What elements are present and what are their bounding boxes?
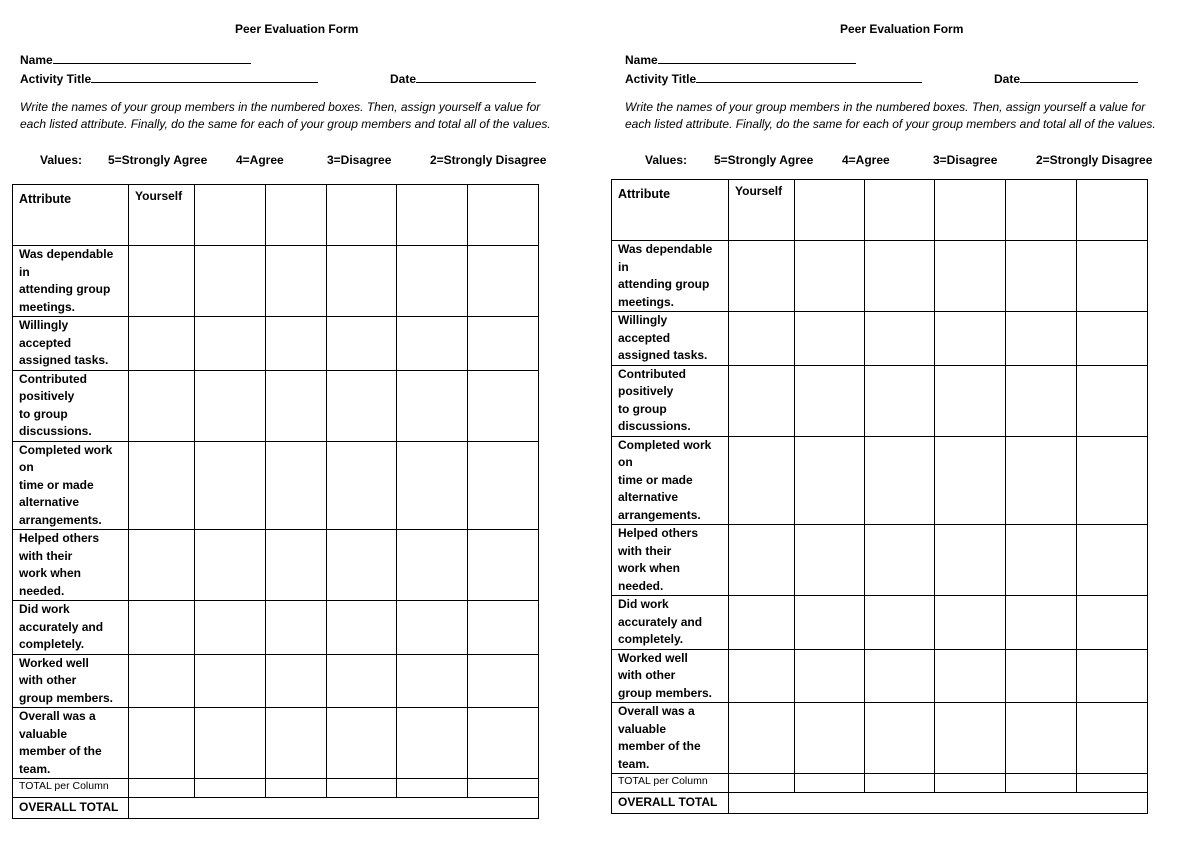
score-cell[interactable] xyxy=(468,530,539,601)
score-cell[interactable] xyxy=(865,649,935,703)
table-row xyxy=(612,436,1148,525)
evaluation-table xyxy=(12,184,539,819)
date-blank[interactable] xyxy=(416,70,536,83)
scale-agree: 4=Agree xyxy=(236,153,284,167)
table-row xyxy=(612,649,1148,703)
score-cell[interactable] xyxy=(266,441,327,530)
member-name-box[interactable] xyxy=(865,180,935,241)
score-cell[interactable] xyxy=(397,370,468,441)
score-cell[interactable] xyxy=(795,596,865,650)
score-cell[interactable] xyxy=(1077,596,1148,650)
instructions-text: Write the names of your group members in the numbered boxes. Then, assign yourself a value for each listed attribute. Finally, do the same for each of your group members and total all of the values. xyxy=(20,100,551,131)
attribute-worked-well: Worked well with other group members. xyxy=(612,649,729,703)
score-cell[interactable] xyxy=(935,365,1006,436)
score-cell[interactable] xyxy=(327,601,397,655)
table-row xyxy=(612,241,1148,312)
total-cell[interactable] xyxy=(195,779,266,798)
total-cell[interactable] xyxy=(397,779,468,798)
total-cell[interactable] xyxy=(468,779,539,798)
score-cell[interactable] xyxy=(795,241,865,312)
table-row xyxy=(612,312,1148,366)
score-cell[interactable] xyxy=(729,649,795,703)
table-row xyxy=(13,317,539,371)
name-label: Name xyxy=(20,53,53,67)
activity-title-field[interactable] xyxy=(20,70,318,86)
table-row xyxy=(13,654,539,708)
name-field[interactable] xyxy=(625,51,856,67)
table-header-row xyxy=(612,180,1148,241)
table-row xyxy=(13,370,539,441)
attribute-header: Attribute xyxy=(13,185,129,246)
score-cell[interactable] xyxy=(397,317,468,371)
score-cell[interactable] xyxy=(195,654,266,708)
score-cell[interactable] xyxy=(1006,596,1077,650)
member-name-box[interactable] xyxy=(327,185,397,246)
score-cell[interactable] xyxy=(266,708,327,779)
yourself-header: Yourself xyxy=(729,180,795,241)
score-cell[interactable] xyxy=(397,246,468,317)
score-cell[interactable] xyxy=(1077,649,1148,703)
score-cell[interactable] xyxy=(266,370,327,441)
score-cell[interactable] xyxy=(1077,241,1148,312)
score-cell[interactable] xyxy=(865,241,935,312)
attribute-helped-others: Helped others with their work when needed. xyxy=(612,525,729,596)
score-cell[interactable] xyxy=(195,601,266,655)
score-cell[interactable] xyxy=(1006,436,1077,525)
attribute-header: Attribute xyxy=(612,180,729,241)
score-cell[interactable] xyxy=(1077,525,1148,596)
score-cell[interactable] xyxy=(266,601,327,655)
member-name-box[interactable] xyxy=(468,185,539,246)
score-cell[interactable] xyxy=(865,365,935,436)
score-cell[interactable] xyxy=(1077,365,1148,436)
score-cell[interactable] xyxy=(195,708,266,779)
total-cell[interactable] xyxy=(129,779,195,798)
values-label: Values: xyxy=(40,153,83,167)
scale-strongly-agree: 5=Strongly Agree xyxy=(108,153,208,167)
attribute-valuable-member: Overall was a valuable member of the team. xyxy=(13,708,129,779)
name-label: Name xyxy=(625,53,658,67)
table-row xyxy=(13,530,539,601)
score-cell[interactable] xyxy=(468,246,539,317)
score-cell[interactable] xyxy=(129,654,195,708)
table-row xyxy=(13,708,539,779)
score-cell[interactable] xyxy=(468,370,539,441)
total-per-column-label: TOTAL per Column xyxy=(13,779,129,798)
member-name-box[interactable] xyxy=(266,185,327,246)
date-label: Date xyxy=(390,72,417,86)
total-cell[interactable] xyxy=(1006,774,1077,793)
score-cell[interactable] xyxy=(468,601,539,655)
scale-strongly-disagree: 2=Strongly Disagree xyxy=(1036,153,1153,167)
score-cell[interactable] xyxy=(468,708,539,779)
score-cell[interactable] xyxy=(795,649,865,703)
score-cell[interactable] xyxy=(327,530,397,601)
table-row xyxy=(612,365,1148,436)
score-cell[interactable] xyxy=(865,703,935,774)
attribute-accurate-work: Did work accurately and completely. xyxy=(612,596,729,650)
score-cell[interactable] xyxy=(129,246,195,317)
activity-title-blank[interactable] xyxy=(91,70,318,83)
total-cell[interactable] xyxy=(935,774,1006,793)
score-cell[interactable] xyxy=(1077,436,1148,525)
score-cell[interactable] xyxy=(266,654,327,708)
attribute-dependable: Was dependable in attending group meetings. xyxy=(13,246,129,317)
score-cell[interactable] xyxy=(327,708,397,779)
attribute-helped-others: Helped others with their work when needed. xyxy=(13,530,129,601)
table-row xyxy=(13,441,539,530)
activity-title-label: Activity Title xyxy=(20,72,92,86)
attribute-accurate-work: Did work accurately and completely. xyxy=(13,601,129,655)
total-per-column-row xyxy=(612,774,1148,793)
score-cell[interactable] xyxy=(1006,649,1077,703)
scale-agree: 4=Agree xyxy=(842,153,890,167)
total-cell[interactable] xyxy=(795,774,865,793)
score-cell[interactable] xyxy=(397,441,468,530)
score-cell[interactable] xyxy=(397,654,468,708)
total-per-column-row xyxy=(13,779,539,798)
score-cell[interactable] xyxy=(1006,241,1077,312)
score-cell[interactable] xyxy=(195,530,266,601)
score-cell[interactable] xyxy=(729,596,795,650)
member-name-box[interactable] xyxy=(195,185,266,246)
score-cell[interactable] xyxy=(129,370,195,441)
score-cell[interactable] xyxy=(865,436,935,525)
member-name-box[interactable] xyxy=(397,185,468,246)
score-cell[interactable] xyxy=(327,246,397,317)
scale-strongly-disagree: 2=Strongly Disagree xyxy=(430,153,547,167)
score-cell[interactable] xyxy=(1006,703,1077,774)
score-cell[interactable] xyxy=(935,241,1006,312)
score-cell[interactable] xyxy=(795,365,865,436)
total-cell[interactable] xyxy=(1077,774,1148,793)
score-cell[interactable] xyxy=(865,525,935,596)
scale-disagree: 3=Disagree xyxy=(933,153,998,167)
date-field[interactable] xyxy=(390,70,536,86)
overall-total-cell[interactable] xyxy=(129,798,539,819)
total-cell[interactable] xyxy=(266,779,327,798)
score-cell[interactable] xyxy=(795,312,865,366)
name-blank[interactable] xyxy=(658,51,856,64)
attribute-contributed: Contributed positively to group discussions. xyxy=(612,365,729,436)
score-cell[interactable] xyxy=(129,317,195,371)
date-field[interactable] xyxy=(994,70,1138,86)
overall-total-row xyxy=(13,798,539,819)
member-name-box[interactable] xyxy=(795,180,865,241)
score-cell[interactable] xyxy=(266,317,327,371)
attribute-accepted-tasks: Willingly accepted assigned tasks. xyxy=(612,312,729,366)
score-cell[interactable] xyxy=(397,530,468,601)
score-cell[interactable] xyxy=(865,312,935,366)
score-cell[interactable] xyxy=(729,703,795,774)
score-cell[interactable] xyxy=(935,596,1006,650)
name-blank[interactable] xyxy=(53,51,251,64)
score-cell[interactable] xyxy=(195,441,266,530)
instructions-text: Write the names of your group members in the numbered boxes. Then, assign yourself a value for each listed attribute. Finally, do the same for each of your group members and total all of the values. xyxy=(625,100,1156,131)
attribute-completed-work: Completed work on time or made alternative arrangements. xyxy=(13,441,129,530)
score-cell[interactable] xyxy=(865,596,935,650)
date-blank[interactable] xyxy=(1020,70,1138,83)
attribute-dependable: Was dependable in attending group meetings. xyxy=(612,241,729,312)
scale-strongly-agree: 5=Strongly Agree xyxy=(714,153,814,167)
attribute-valuable-member: Overall was a valuable member of the team. xyxy=(612,703,729,774)
score-cell[interactable] xyxy=(795,703,865,774)
activity-title-field[interactable] xyxy=(625,70,922,86)
score-cell[interactable] xyxy=(266,246,327,317)
member-name-box[interactable] xyxy=(1006,180,1077,241)
name-field[interactable] xyxy=(20,51,251,67)
score-cell[interactable] xyxy=(1077,312,1148,366)
evaluation-table xyxy=(611,179,1148,814)
score-cell[interactable] xyxy=(468,317,539,371)
total-cell[interactable] xyxy=(865,774,935,793)
member-name-box[interactable] xyxy=(1077,180,1148,241)
score-cell[interactable] xyxy=(729,312,795,366)
scale-disagree: 3=Disagree xyxy=(327,153,392,167)
score-cell[interactable] xyxy=(1077,703,1148,774)
score-cell[interactable] xyxy=(935,649,1006,703)
score-cell[interactable] xyxy=(397,708,468,779)
score-cell[interactable] xyxy=(266,530,327,601)
table-row xyxy=(612,596,1148,650)
score-cell[interactable] xyxy=(327,370,397,441)
score-cell[interactable] xyxy=(195,246,266,317)
score-cell[interactable] xyxy=(729,241,795,312)
values-label: Values: xyxy=(645,153,688,167)
score-cell[interactable] xyxy=(397,601,468,655)
score-cell[interactable] xyxy=(327,441,397,530)
attribute-worked-well: Worked well with other group members. xyxy=(13,654,129,708)
total-cell[interactable] xyxy=(327,779,397,798)
attribute-accepted-tasks: Willingly accepted assigned tasks. xyxy=(13,317,129,371)
score-cell[interactable] xyxy=(1006,525,1077,596)
score-cell[interactable] xyxy=(129,708,195,779)
score-cell[interactable] xyxy=(795,525,865,596)
overall-total-label: OVERALL TOTAL xyxy=(13,798,129,819)
score-cell[interactable] xyxy=(195,317,266,371)
table-row xyxy=(13,246,539,317)
score-cell[interactable] xyxy=(468,654,539,708)
activity-title-label: Activity Title xyxy=(625,72,697,86)
overall-total-label: OVERALL TOTAL xyxy=(612,793,729,814)
score-cell[interactable] xyxy=(935,436,1006,525)
score-cell[interactable] xyxy=(1006,312,1077,366)
score-cell[interactable] xyxy=(1006,365,1077,436)
score-cell[interactable] xyxy=(129,441,195,530)
score-cell[interactable] xyxy=(795,436,865,525)
table-row xyxy=(612,525,1148,596)
form-title: Peer Evaluation Form xyxy=(235,22,359,36)
table-header-row xyxy=(13,185,539,246)
score-cell[interactable] xyxy=(468,441,539,530)
attribute-contributed: Contributed positively to group discussions. xyxy=(13,370,129,441)
table-row xyxy=(13,601,539,655)
table-row xyxy=(612,703,1148,774)
peer-evaluation-form-right xyxy=(604,0,1200,848)
score-cell[interactable] xyxy=(935,525,1006,596)
member-name-box[interactable] xyxy=(935,180,1006,241)
score-cell[interactable] xyxy=(729,525,795,596)
score-cell[interactable] xyxy=(327,654,397,708)
form-title: Peer Evaluation Form xyxy=(840,22,964,36)
score-cell[interactable] xyxy=(129,601,195,655)
activity-title-blank[interactable] xyxy=(696,70,922,83)
score-cell[interactable] xyxy=(935,312,1006,366)
overall-total-row xyxy=(612,793,1148,814)
overall-total-cell[interactable] xyxy=(729,793,1148,814)
date-label: Date xyxy=(994,72,1021,86)
score-cell[interactable] xyxy=(729,365,795,436)
total-per-column-label: TOTAL per Column xyxy=(612,774,729,793)
total-cell[interactable] xyxy=(729,774,795,793)
score-cell[interactable] xyxy=(129,530,195,601)
attribute-completed-work: Completed work on time or made alternative arrangements. xyxy=(612,436,729,525)
score-cell[interactable] xyxy=(935,703,1006,774)
score-cell[interactable] xyxy=(327,317,397,371)
yourself-header: Yourself xyxy=(129,185,195,246)
score-cell[interactable] xyxy=(195,370,266,441)
score-cell[interactable] xyxy=(729,436,795,525)
